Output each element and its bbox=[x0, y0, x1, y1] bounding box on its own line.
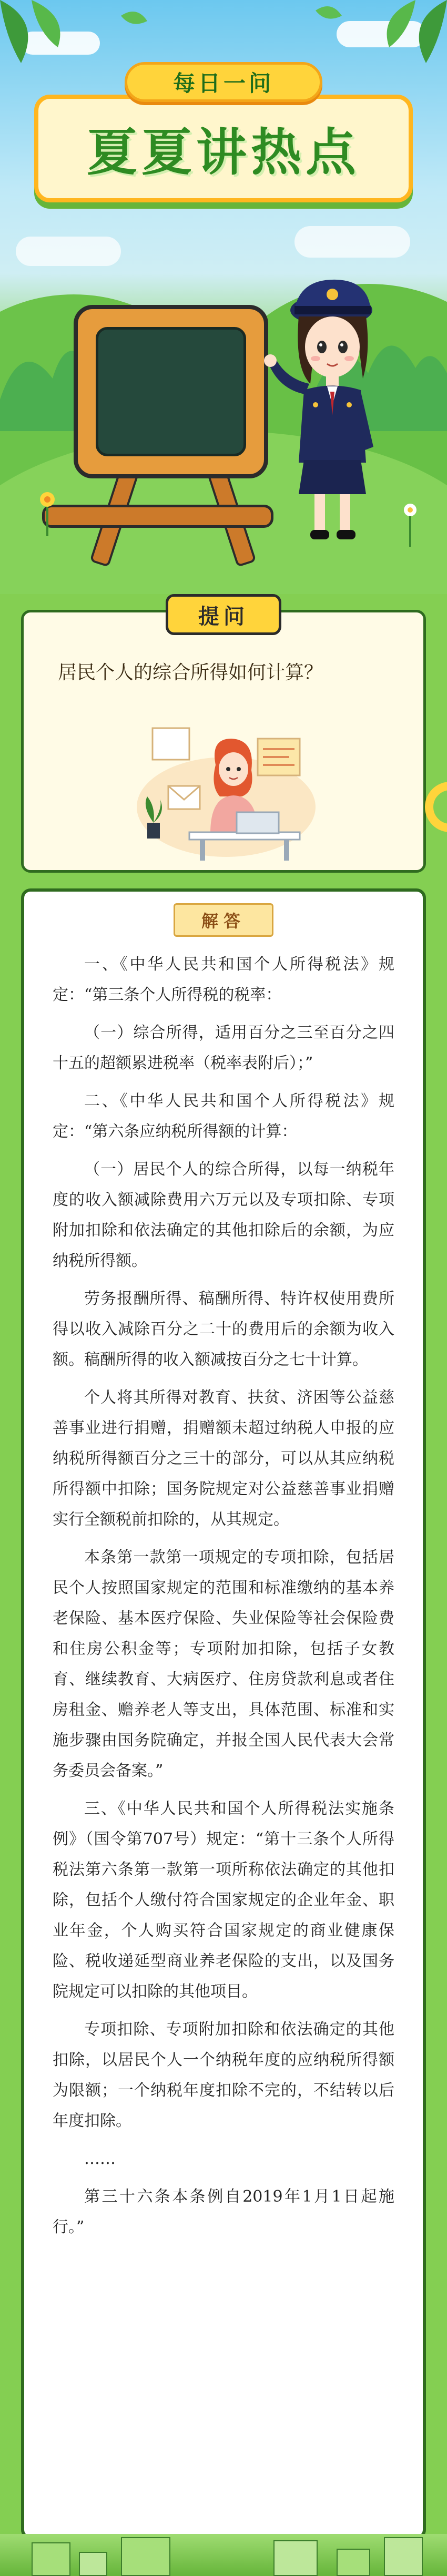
answer-paragraph: 专项扣除、专项附加扣除和依法确定的其他扣除，以居民个人一个纳税年度的应纳税所得额为限额；一个纳税年度扣除不完的，不结转以后年度扣除。 bbox=[53, 2020, 394, 2130]
answer-tag: 解答 bbox=[174, 903, 273, 937]
chalkboard-icon bbox=[74, 305, 268, 478]
answer-paragraph: （一）综合所得，适用百分之三至百分之四十五的超额累进税率（税率表附后）；” bbox=[53, 1024, 394, 1072]
answer-ellipsis: …… bbox=[84, 2150, 116, 2168]
answer-paragraph: 劳务报酬所得、稿酬所得、特许权使用费所得以收入减除百分之二十的费用后的余额为收入额。稿酬所得的收入额减按百分之七十计算。 bbox=[53, 1290, 394, 1369]
footer-decoration bbox=[0, 2534, 447, 2576]
building-decoration bbox=[337, 2549, 370, 2576]
answer-paragraph: （一）居民个人的综合所得，以每一纳税年度的收入额减除费用六万元以及专项扣除、专项附加扣除和依法确定的其他扣除后的余额，为应纳税所得额。 bbox=[53, 1160, 394, 1270]
title-banner bbox=[34, 95, 413, 202]
answer-body bbox=[53, 949, 394, 2250]
page-title: 夏夏讲热点 bbox=[87, 123, 360, 182]
answer-paragraph: 个人将其所得对教育、扶贫、济困等公益慈善事业进行捐赠，捐赠额未超过纳税人申报的应纳税所得额百分之三十的部分，可以从其应纳税所得额中扣除；国务院规定对公益慈善事业捐赠实行全额税前扣除的，从其规定。 bbox=[53, 1388, 394, 1529]
building-decoration bbox=[273, 2540, 318, 2576]
chalkboard-surface bbox=[96, 327, 246, 456]
answer-paragraph: 二、《中华人民共和国个人所得税法》规定：“第六条应纳税所得额的计算： bbox=[53, 1092, 394, 1141]
answer-paragraph: 三、《中华人民共和国个人所得税法实施条例》（国令第707号）规定：“第十三条个人所得税法第六条第一款第一项所称依法确定的其他扣除，包括个人缴付符合国家规定的企业年金、职业年金，个人购买符合国家规定的商业健康保险、税收递延型商业养老保险的支出，以及国务院规定可以扣除的其他项目。 bbox=[53, 1800, 394, 2001]
tax-officer-character-icon bbox=[263, 273, 394, 547]
building-decoration bbox=[32, 2542, 70, 2576]
building-decoration bbox=[384, 2537, 423, 2576]
woman-at-laptop-illustration-icon bbox=[131, 707, 321, 865]
answer-paragraph: 一、《中华人民共和国个人所得税法》规定：“第三条个人所得税的税率： bbox=[53, 955, 394, 1004]
answer-paragraph: 第三十六条本条例自2019年1月1日起施行。” bbox=[53, 2187, 394, 2236]
daily-question-pill: 每日一问 bbox=[125, 62, 322, 102]
header-banner bbox=[0, 0, 447, 594]
flower-decoration-icon bbox=[16, 473, 79, 536]
flower-decoration-icon bbox=[384, 484, 436, 547]
question-text: 居民个人的综合所得如何计算？ bbox=[58, 662, 323, 683]
side-ring-decoration-icon bbox=[425, 778, 447, 836]
question-tag: 提问 bbox=[166, 594, 281, 635]
building-decoration bbox=[79, 2552, 107, 2576]
answer-paragraph: 本条第一款第一项规定的专项扣除，包括居民个人按照国家规定的范围和标准缴纳的基本养老保险、基本医疗保险、失业保险等社会保险费和住房公积金等；专项附加扣除，包括子女教育、继续教育、大病医疗、住房贷款利息或者住房租金、赡养老人等支出，具体范围、标准和实施步骤由国务院确定，并报全国人民代表大会常务委员会备案。” bbox=[53, 1548, 394, 1780]
building-decoration bbox=[121, 2537, 170, 2576]
